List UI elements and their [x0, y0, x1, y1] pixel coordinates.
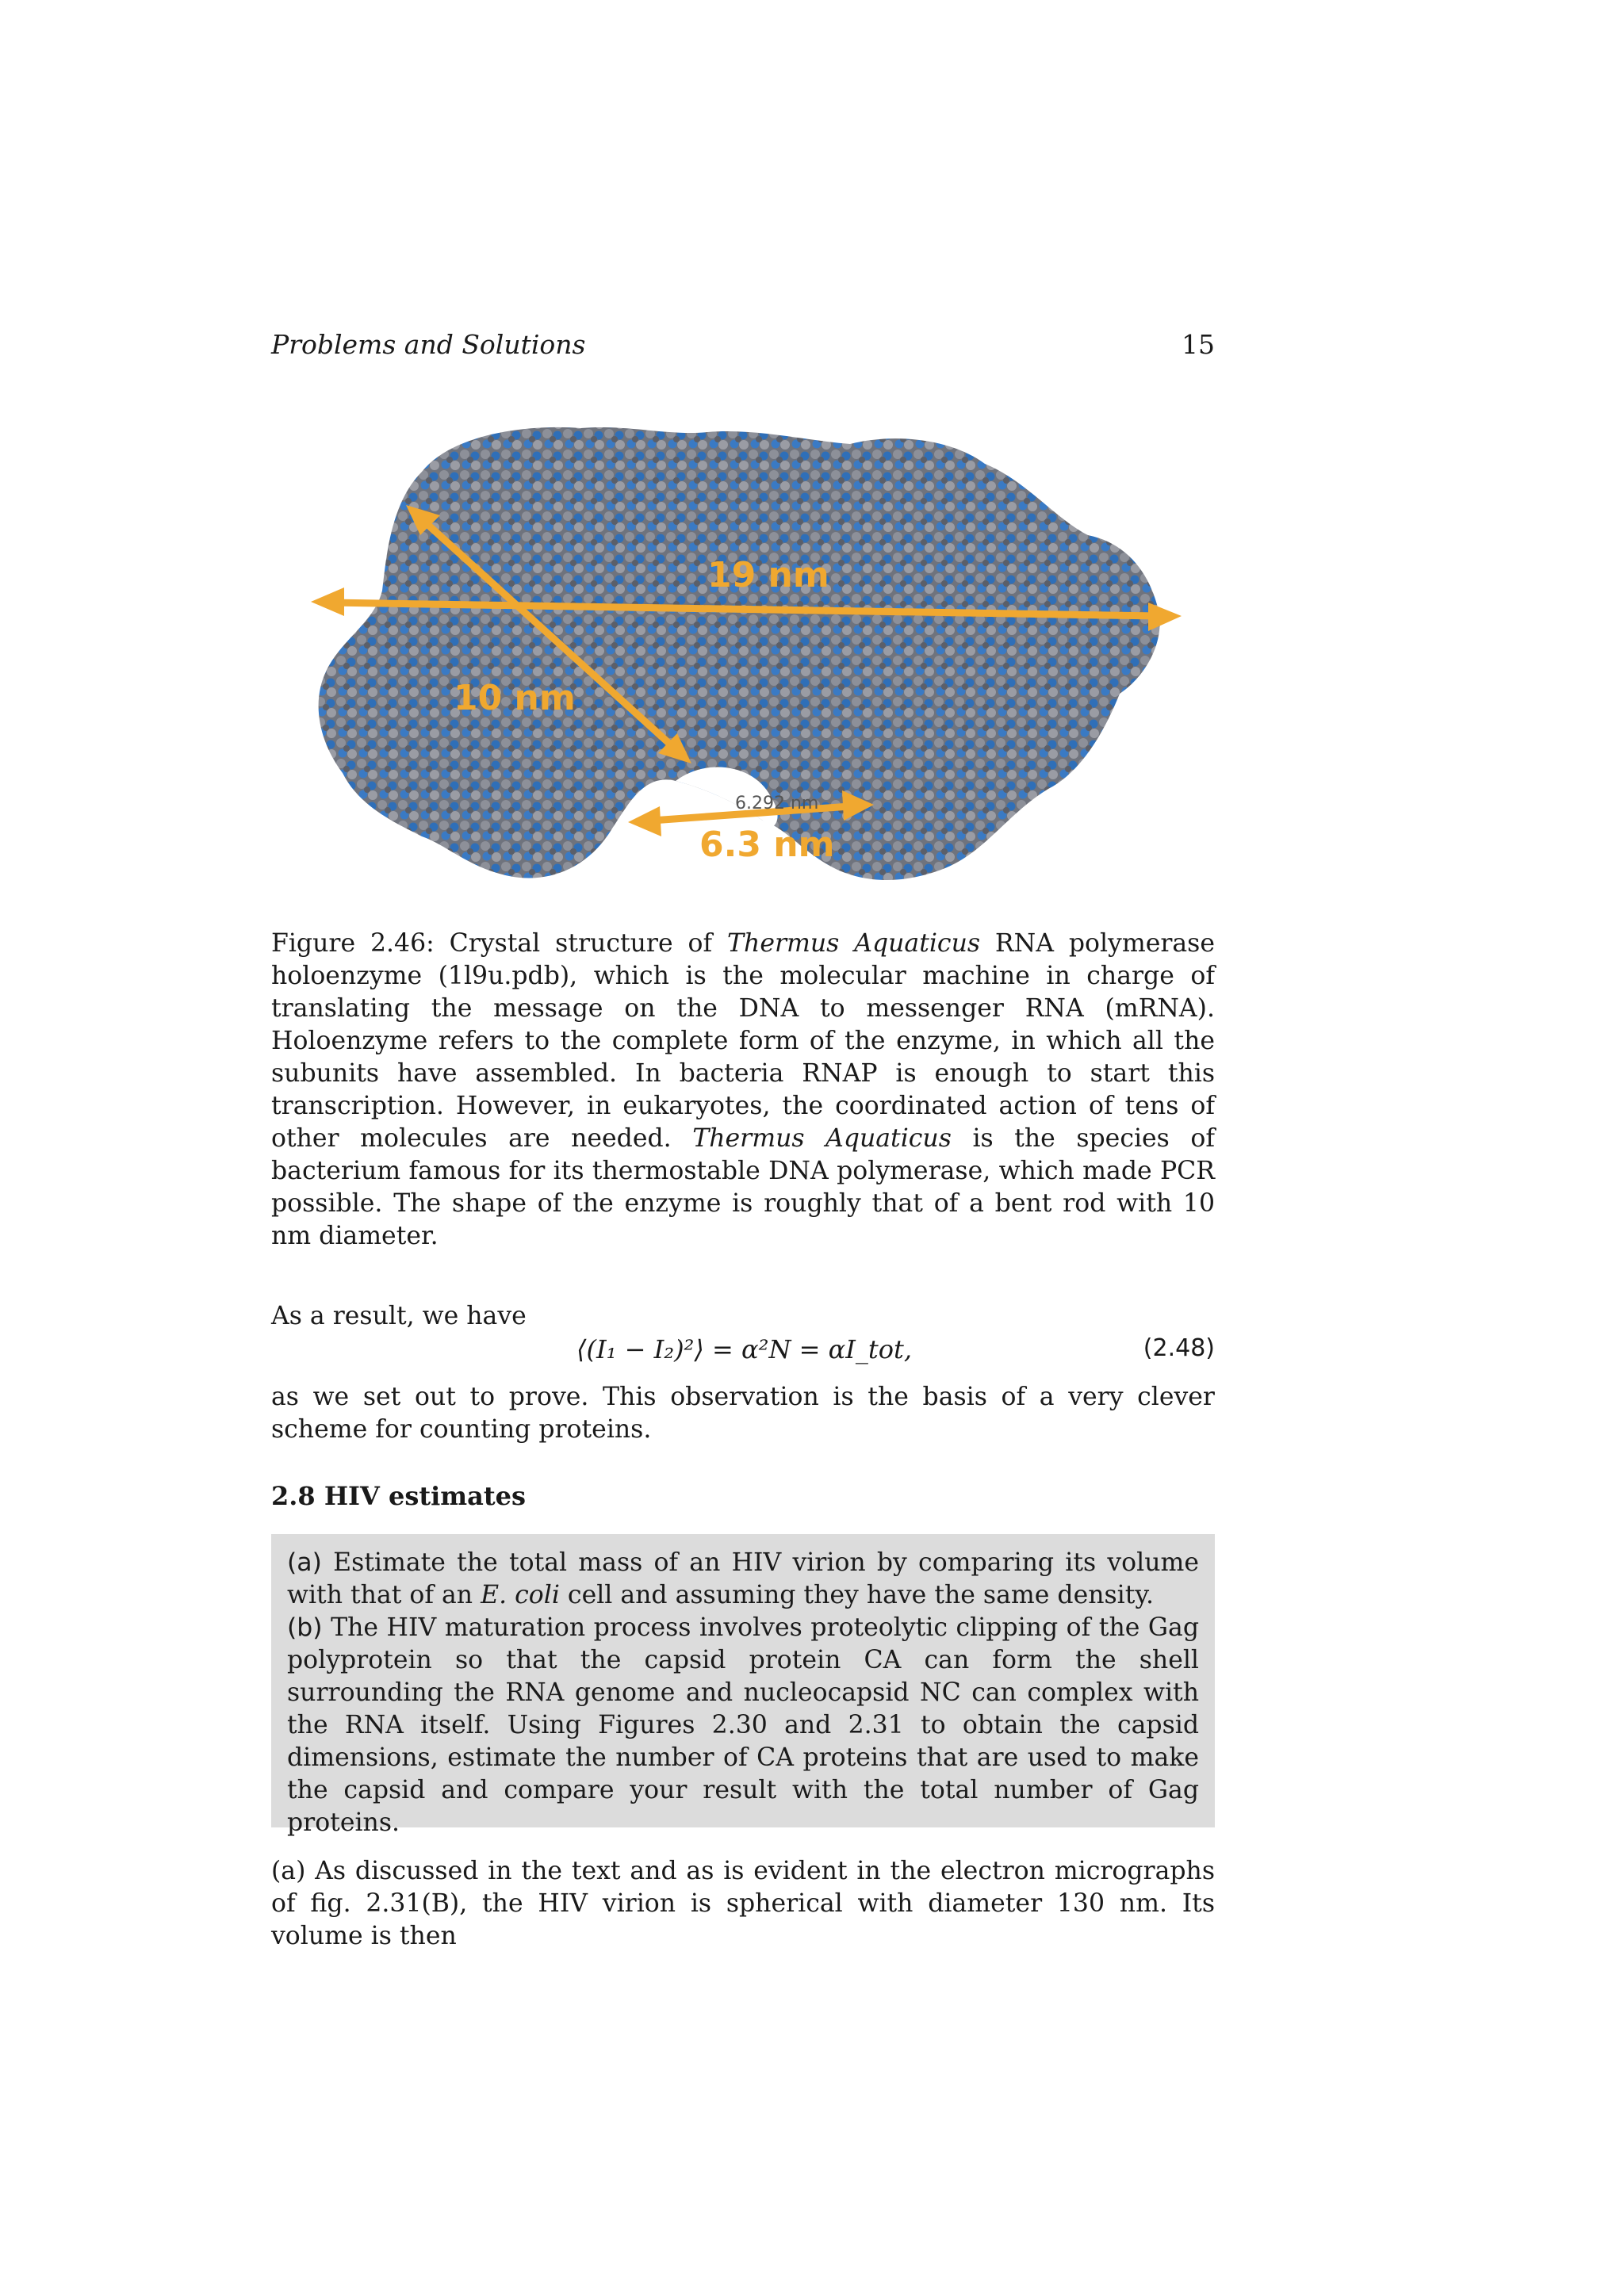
section-heading: 2.8 HIV estimates	[271, 1481, 527, 1511]
label-6-3nm: 6.3 nm	[699, 825, 835, 865]
caption-species: Thermus Aquaticus	[727, 929, 981, 958]
page-number: 15	[1182, 329, 1215, 360]
problem-ecoli: E. coli	[481, 1581, 560, 1609]
molecule-image	[295, 408, 1207, 900]
label-6292nm: 6.292 nm	[735, 794, 819, 813]
body-text-intro: As a result, we have	[271, 1302, 527, 1330]
caption-text: RNA polymerase holoenzyme (1l9u.pdb), which is the molecular machine in charge of translating the message on the DNA to messenger RNA (mRNA). Holoenzyme refers to the complete form of the enzyme, in which all the subunits have assembled. In bacteria RNAP is enough to start this transcription. However, in eukaryotes, the coordinated action of tens of other molecules are needed.	[271, 929, 1215, 1153]
figure-rnap-structure	[295, 408, 1207, 900]
page-header	[271, 329, 1215, 369]
figure-caption	[271, 928, 1215, 1253]
answer-text: (a) As discussed in the text and as is evident in the electron micrographs of fig. 2.31(B), the HIV virion is spherical with diameter 130 nm. Its volume is then	[271, 1857, 1215, 1950]
problem-text: Estimate the total mass of an HIV virion by comparing its volume with that of an	[287, 1548, 1200, 1609]
caption-species: Thermus Aquaticus	[692, 1124, 952, 1153]
label-10nm: 10 nm	[454, 678, 576, 718]
equation-expression: ⟨(I₁ − I₂)²⟩ = α²N = αI_tot,	[576, 1334, 913, 1364]
problem-part-label: (b)	[287, 1613, 323, 1642]
problem-text: The HIV maturation process involves proteolytic clipping of the Gag polyprotein so that the capsid protein CA can form the shell surrounding the RNA genome and nucleocapsid NC can complex with the RNA itself. Using Figures 2.30 and 2.31 to obtain the capsid dimensions, estimate the number of CA proteins that are used to make the capsid and compare your result with the total number of Gag proteins.	[287, 1613, 1199, 1837]
problem-text: cell and assuming they have the same density.	[567, 1581, 1155, 1609]
label-19nm: 19 nm	[707, 555, 829, 595]
body-text: as we set out to prove. This observation is the basis of a very clever scheme for counting proteins.	[271, 1383, 1215, 1444]
caption-text: is the species of bacterium famous for its thermostable DNA polymerase, which made PCR possible. The shape of the enzyme is roughly that of a bent rod with 10 nm diameter.	[271, 1124, 1216, 1250]
equation-number: (2.48)	[1143, 1334, 1215, 1362]
running-title: Problems and Solutions	[271, 329, 586, 360]
caption-text: Crystal structure of	[449, 929, 713, 958]
problem-part-label: (a)	[287, 1548, 322, 1577]
problem-box	[271, 1534, 1215, 1837]
caption-label: Figure 2.46:	[271, 929, 435, 958]
equation	[271, 1334, 1215, 1374]
